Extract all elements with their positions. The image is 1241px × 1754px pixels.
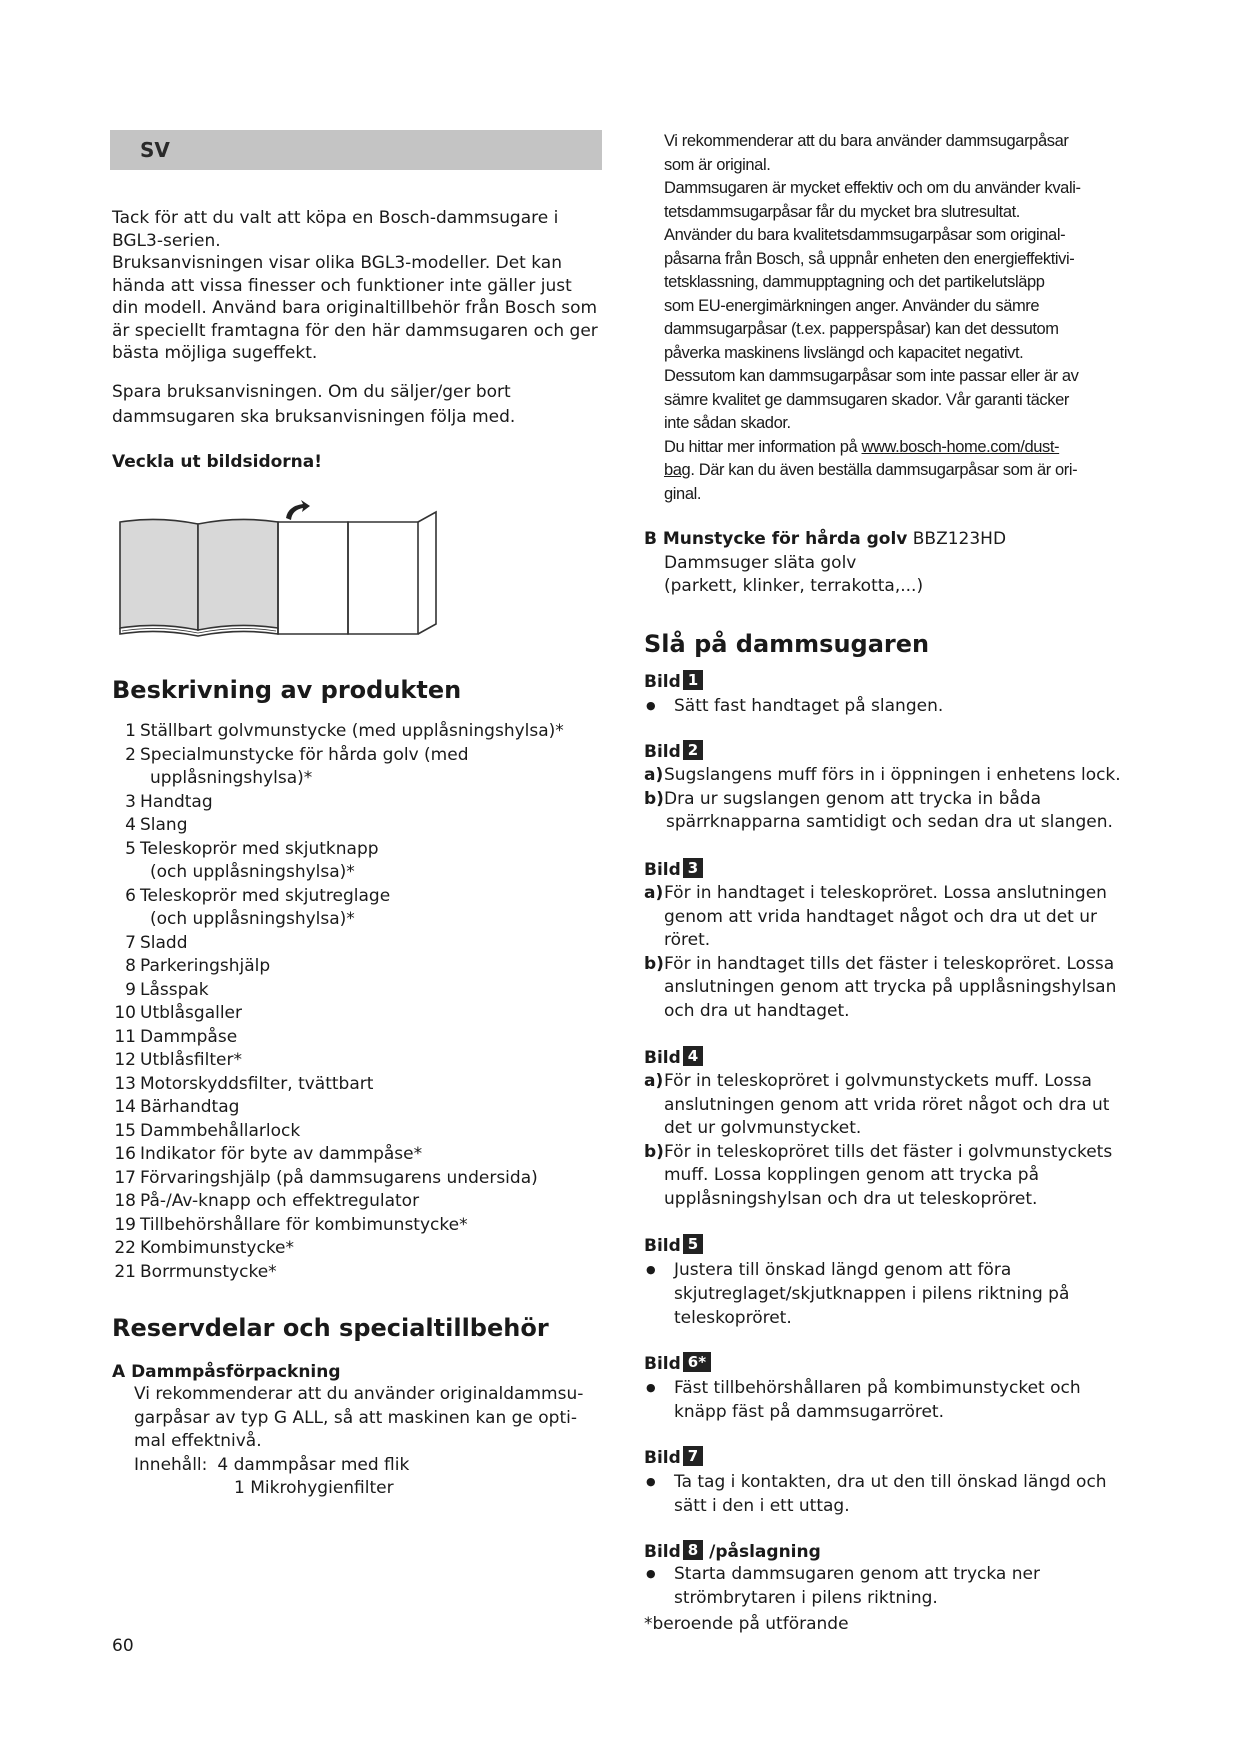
contents-item: 4 dammpåsar med flik xyxy=(217,1454,410,1475)
text-line: sämre kvalitet ge dammsugaren skador. Vår garanti täcker xyxy=(664,390,1069,409)
item-number: 17 xyxy=(114,1167,136,1188)
item-text: Låsspak xyxy=(140,979,209,1000)
figure-number-badge: 1 xyxy=(683,670,703,690)
bild-6-section xyxy=(644,1352,1134,1424)
bullet-text: teleskopröret. xyxy=(674,1308,792,1328)
item-number: 11 xyxy=(114,1026,136,1047)
step-text: muff. Lossa kopplingen genom att trycka på xyxy=(664,1165,1040,1185)
list-item xyxy=(112,1261,612,1285)
bild-word: Bild xyxy=(644,742,681,762)
instruction-bullet xyxy=(644,1562,1134,1610)
bild-5-section xyxy=(644,1234,1134,1330)
text-line: Använder du bara kvalitetsdammsugarpåsar som original- xyxy=(664,226,1066,244)
info-text: . Där kan du även beställa dammsugarpåsar som är ori- xyxy=(690,461,1078,479)
bild-label xyxy=(644,670,1124,692)
item-text: Utblåsgaller xyxy=(140,1003,242,1023)
bild-1-section xyxy=(644,670,1124,718)
item-text: Tillbehörshållare för kombimunstycke* xyxy=(140,1214,468,1235)
fold-out-pages-illustration xyxy=(118,500,443,640)
figure-number-badge: 2 xyxy=(683,740,703,760)
list-item xyxy=(112,744,612,791)
text-line: tetsdammsugarpåsar får du mycket bra slutresultat. xyxy=(664,202,1020,221)
item-number: 10 xyxy=(114,1003,136,1023)
step-a xyxy=(644,764,1134,788)
bild-3-section xyxy=(644,858,1134,1023)
item-text: Handtag xyxy=(140,791,213,812)
language-code: SV xyxy=(140,138,170,162)
spare-parts-heading: Reservdelar och specialtillbehör xyxy=(112,1314,549,1342)
text-line: garpåsar av typ G ALL, så att maskinen kan ge opti- xyxy=(134,1407,577,1428)
item-text: Ställbart golvmunstycke (med upplåsningshylsa)* xyxy=(140,721,564,741)
item-number: 13 xyxy=(114,1073,136,1094)
step-letter: a) xyxy=(644,883,664,903)
step-text: och dra ut handtaget. xyxy=(664,1000,850,1021)
step-a xyxy=(644,882,1134,953)
language-bar xyxy=(110,130,602,170)
original-bags-recommendation xyxy=(664,130,1134,506)
bild-word: Bild xyxy=(644,672,681,692)
hard-floor-nozzle-title xyxy=(644,528,1124,552)
bild-word: Bild xyxy=(644,1236,681,1256)
contents-item: 1 Mikrohygienfilter xyxy=(234,1478,394,1498)
text-line: tetsklassning, dammupptagning och det partikelutsläpp xyxy=(664,273,1045,291)
figure-number-badge: 6* xyxy=(683,1352,711,1372)
nozzle-title: B Munstycke för hårda golv xyxy=(644,529,908,549)
unfold-arrow-icon xyxy=(286,500,310,520)
bild-suffix: /påslagning xyxy=(709,1542,821,1562)
item-text: upplåsningshylsa)* xyxy=(150,768,313,788)
more-info-line xyxy=(664,436,1134,460)
bild-label xyxy=(644,858,1134,880)
item-number: 14 xyxy=(114,1097,136,1117)
text-line: Dessutom kan dammsugarpåsar som inte passar eller är av xyxy=(664,367,1079,385)
item-number: 9 xyxy=(125,979,136,1000)
foldout-panel-2 xyxy=(348,522,418,634)
bullet-text: strömbrytaren i pilens riktning. xyxy=(674,1588,938,1608)
item-text: Sladd xyxy=(140,932,188,953)
item-text: Dammpåse xyxy=(140,1026,238,1047)
text-line: ginal. xyxy=(664,484,702,503)
bild-2-section xyxy=(644,740,1134,835)
text-line: Dammsugaren är mycket effektiv och om du använder kvali- xyxy=(664,179,1081,197)
step-text: genom att vrida handtaget något och dra ut det ur xyxy=(664,906,1097,927)
bullet-text: knäpp fäst på dammsugarröret. xyxy=(674,1402,944,1422)
step-text: Sugslangens muff förs in i öppningen i enhetens lock. xyxy=(664,765,1121,785)
list-item xyxy=(112,1120,612,1144)
bild-label xyxy=(644,1540,1134,1562)
item-number: 6 xyxy=(125,885,136,906)
dust-bag-pack-text xyxy=(134,1383,604,1501)
step-text: anslutningen genom att vrida röret något och dra ut xyxy=(664,1094,1110,1115)
item-text: Bärhandtag xyxy=(140,1097,240,1117)
text-line: som EU-energimärkningen anger. Använder du sämre xyxy=(664,296,1040,315)
item-text: Motorskyddsfilter, tvättbart xyxy=(140,1073,374,1094)
step-b xyxy=(644,1141,1134,1212)
figure-number-badge: 3 xyxy=(683,858,703,878)
product-description-heading: Beskrivning av produkten xyxy=(112,676,462,704)
item-text: Parkeringshjälp xyxy=(140,956,271,976)
item-text: Indikator för byte av dammpåse* xyxy=(140,1144,423,1164)
bild-7-section xyxy=(644,1446,1134,1518)
text-line: Vi rekommenderar att du använder originaldammsu- xyxy=(134,1384,584,1404)
list-item xyxy=(112,1237,612,1261)
item-text: Dammbehållarlock xyxy=(140,1120,301,1141)
bullet-text: skjutreglaget/skjutknappen i pilens riktning på xyxy=(674,1284,1070,1304)
instruction-bullet: ● Sätt fast handtaget på slangen. xyxy=(644,694,1124,718)
item-text: (och upplåsningshylsa)* xyxy=(150,909,355,929)
step-text: För in teleskopröret tills det fäster i golvmunstyckets xyxy=(664,1141,1113,1162)
text-line: Dammsuger släta golv xyxy=(664,552,857,573)
item-text: Kombimunstycke* xyxy=(140,1238,295,1258)
step-letter: a) xyxy=(644,765,664,785)
intro-line: bästa möjliga sugeffekt. xyxy=(112,343,318,363)
figure-number-badge: 4 xyxy=(683,1046,703,1066)
text-line: som är original. xyxy=(664,155,771,174)
bullet-text: ● Fäst tillbehörshållaren på kombimunstycket och xyxy=(674,1378,1081,1398)
step-letter: b) xyxy=(644,953,664,974)
bild-label xyxy=(644,1446,1134,1468)
item-text: Borrmunstycke* xyxy=(140,1261,277,1282)
list-item xyxy=(112,1002,612,1026)
intro-line: BGL3-serien. xyxy=(112,230,221,251)
item-number: 2 xyxy=(125,744,136,765)
intro-line: är speciellt framtagna för den här dammsugaren och ger xyxy=(112,320,598,341)
more-info-line xyxy=(664,459,1134,483)
unfold-pages-note: Veckla ut bildsidorna! xyxy=(112,452,323,472)
bild-8-section xyxy=(644,1540,1134,1636)
dust-bag-pack-title: A Dammpåsförpackning xyxy=(112,1362,341,1382)
foldout-panel-1 xyxy=(278,522,348,634)
step-text: För in teleskopröret i golvmunstyckets muff. Lossa xyxy=(664,1071,1092,1091)
step-letter: a) xyxy=(644,1071,664,1091)
bild-word: Bild xyxy=(644,860,681,880)
item-text: Förvaringshjälp (på dammsugarens undersida) xyxy=(140,1167,538,1188)
foldout-panel-3 xyxy=(418,512,436,634)
intro-line: Bruksanvisningen visar olika BGL3-modeller. Det kan xyxy=(112,253,562,273)
step-text: anslutningen genom att trycka på upplåsningshylsan xyxy=(664,977,1117,997)
instruction-bullet xyxy=(644,1470,1134,1518)
intro-line: din modell. Använd bara originaltillbehör från Bosch som xyxy=(112,298,598,318)
list-item xyxy=(112,1073,612,1097)
bild-word: Bild xyxy=(644,1542,681,1562)
list-item xyxy=(112,791,612,815)
step-b xyxy=(644,788,1134,835)
item-text: Slang xyxy=(140,815,188,835)
bullet-text: ● Ta tag i kontakten, dra ut den till önskad längd och xyxy=(674,1472,1107,1492)
text-line: Vi rekommenderar att du bara använder dammsugarpåsar xyxy=(664,132,1069,150)
intro-paragraph xyxy=(112,207,602,365)
item-number: 3 xyxy=(125,791,136,812)
bullet-text: ● Starta dammsugaren genom att trycka ner xyxy=(674,1564,1040,1584)
item-number: 7 xyxy=(125,932,136,953)
info-text: Du hittar mer information på xyxy=(664,437,862,456)
bullet-text: ● Justera till önskad längd genom att föra xyxy=(674,1260,1012,1280)
footnote: *beroende på utförande xyxy=(644,1614,849,1634)
list-item xyxy=(112,1214,612,1238)
bild-4-section xyxy=(644,1046,1134,1211)
item-text: Specialmunstycke för hårda golv (med xyxy=(140,744,469,765)
list-item xyxy=(112,932,612,956)
step-letter: b) xyxy=(644,788,664,809)
item-number: 5 xyxy=(125,838,136,859)
item-number: 4 xyxy=(125,815,136,835)
switch-on-heading: Slå på dammsugaren xyxy=(644,630,930,658)
contents-row xyxy=(134,1454,604,1478)
step-text: Dra ur sugslangen genom att trycka in båda xyxy=(664,788,1041,809)
item-number: 19 xyxy=(114,1214,136,1235)
list-item xyxy=(112,885,612,932)
item-text: (och upplåsningshylsa)* xyxy=(150,862,355,882)
step-text: röret. xyxy=(664,930,711,950)
bosch-dustbag-link-cont[interactable]: bag xyxy=(664,461,691,479)
bild-word: Bild xyxy=(644,1448,681,1468)
save-instructions-paragraph xyxy=(112,380,602,430)
item-text: På-/Av-knapp och effektregulator xyxy=(140,1191,420,1211)
bild-label xyxy=(644,740,1134,762)
bild-word: Bild xyxy=(644,1354,681,1374)
item-number: 22 xyxy=(114,1238,136,1258)
step-text: det ur golvmunstycket. xyxy=(664,1118,862,1138)
save-line: Spara bruksanvisningen. Om du säljer/ger bort xyxy=(112,382,511,402)
list-item xyxy=(112,1049,612,1073)
item-number: 8 xyxy=(125,956,136,976)
step-text: spärrknapparna samtidigt och sedan dra ut slangen. xyxy=(666,812,1113,832)
list-item xyxy=(112,1143,612,1167)
step-text: upplåsningshylsan och dra ut teleskopröret. xyxy=(664,1188,1038,1209)
figure-number-badge: 8 xyxy=(683,1540,703,1560)
step-letter: b) xyxy=(644,1141,664,1162)
bild-word: Bild xyxy=(644,1048,681,1068)
instruction-bullet xyxy=(644,1258,1134,1330)
item-text: Utblåsfilter* xyxy=(140,1050,242,1070)
bild-label xyxy=(644,1352,1134,1374)
bosch-dustbag-link[interactable]: www.bosch-home.com/dust- xyxy=(861,437,1060,456)
bild-label xyxy=(644,1234,1134,1256)
list-item xyxy=(112,1096,612,1120)
list-item xyxy=(112,955,612,979)
list-item xyxy=(112,1026,612,1050)
item-number: 1 xyxy=(125,721,136,741)
item-text: Teleskoprör med skjutreglage xyxy=(140,885,391,906)
item-number: 21 xyxy=(114,1261,136,1282)
text-line: dammsugarpåsar (t.ex. papperspåsar) kan det dessutom xyxy=(664,320,1059,338)
nozzle-code: BBZ123HD xyxy=(912,529,1007,549)
step-b xyxy=(644,953,1134,1024)
list-item xyxy=(112,979,612,1003)
product-parts-list xyxy=(112,720,612,1284)
bullet-text: sätt i den i ett uttag. xyxy=(674,1496,850,1516)
page-number: 60 xyxy=(112,1636,134,1656)
list-item xyxy=(112,838,612,885)
list-item xyxy=(112,814,612,838)
step-text: För in handtaget i teleskopröret. Lossa anslutningen xyxy=(664,883,1107,903)
bild-label xyxy=(644,1046,1134,1068)
figure-number-badge: 5 xyxy=(683,1234,703,1254)
book-left-page xyxy=(120,519,198,630)
list-item xyxy=(112,1167,612,1191)
text-line: inte sådan skador. xyxy=(664,414,791,432)
item-number: 16 xyxy=(114,1144,136,1164)
text-line: påsarna från Bosch, så uppnår enheten den energieffektivi- xyxy=(664,249,1075,268)
item-number: 12 xyxy=(114,1050,136,1070)
figure-number-badge: 7 xyxy=(683,1446,703,1466)
intro-line: Tack för att du valt att köpa en Bosch-dammsugare i xyxy=(112,208,559,228)
list-item xyxy=(112,1190,612,1214)
text-line: påverka maskinens livslängd och kapacitet negativt. xyxy=(664,343,1024,362)
contents-label: Innehåll: xyxy=(134,1454,208,1475)
text-line: mal effektnivå. xyxy=(134,1431,262,1451)
instruction-bullet xyxy=(644,1376,1134,1424)
save-line: dammsugaren ska bruksanvisningen följa med. xyxy=(112,407,516,427)
item-text: Teleskoprör med skjutknapp xyxy=(140,838,379,859)
intro-line: hända att vissa finesser och funktioner inte gäller just xyxy=(112,275,572,296)
item-number: 18 xyxy=(114,1191,136,1211)
book-right-page xyxy=(198,519,278,630)
list-item xyxy=(112,720,612,744)
item-number: 15 xyxy=(114,1120,136,1141)
step-text: För in handtaget tills det fäster i teleskopröret. Lossa xyxy=(664,953,1115,974)
step-a xyxy=(644,1070,1134,1141)
text-line: (parkett, klinker, terrakotta,...) xyxy=(664,576,924,596)
hard-floor-nozzle-section xyxy=(644,528,1124,599)
